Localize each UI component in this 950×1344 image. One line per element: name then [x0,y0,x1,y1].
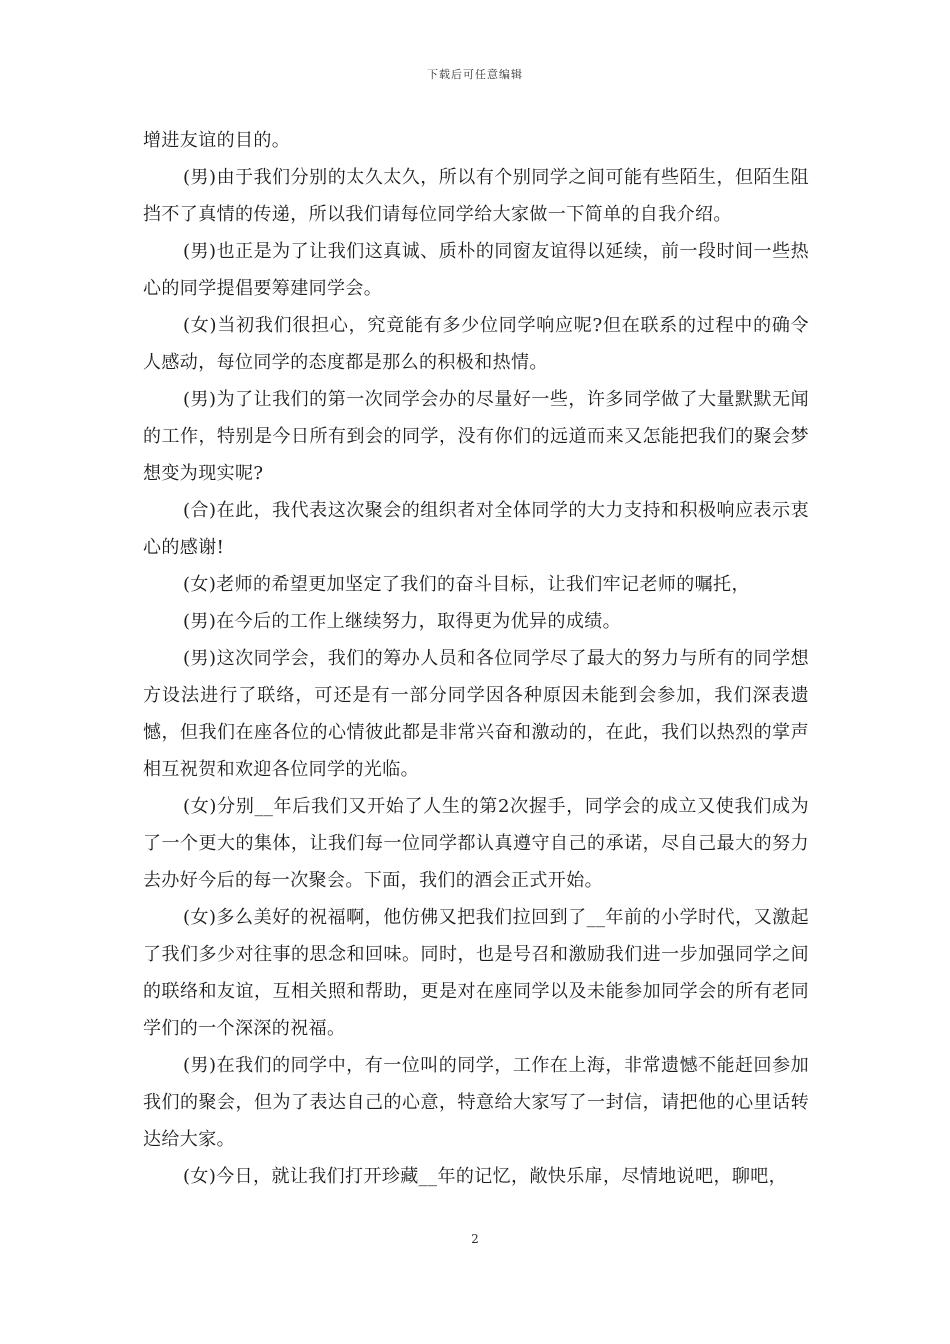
paragraph: (男)也正是为了让我们这真诚、质朴的同窗友谊得以延续，前一段时间一些热心的同学提倡要筹建同学会。 [143,241,809,299]
paragraph: (女)分别__年后我们又开始了人生的第2次握手，同学会的成立又使我们成为了一个更大的集体，让我们每一位同学都认真遵守自己的承诺，尽自己最大的努力去办好今后的每一次聚会。下面，我们的酒会正式开始。 [143,796,809,891]
page-number: 2 [471,1232,479,1246]
paragraph: (女)多么美好的祝福啊，他仿佛又把我们拉回到了__年前的小学时代，又激起了我们多少对往事的思念和回味。同时，也是号召和激励我们进一步加强同学之间的联络和友谊，互相关照和帮助，更是对在座同学以及未能参加同学会的所有老同学们的一个深深的祝福。 [143,907,809,1039]
page-header: 下载后可任意编辑 [427,68,523,81]
paragraph: (合)在此，我代表这次聚会的组织者对全体同学的大力支持和积极响应表示衷心的感谢! [143,500,809,558]
paragraph: (女)当初我们很担心，究竟能有多少位同学响应呢?但在联系的过程中的确令人感动，每位同学的态度都是那么的积极和热情。 [143,315,809,373]
paragraph: 增进友谊的目的。 [143,130,291,151]
paragraph: (男)这次同学会，我们的筹办人员和各位同学尽了最大的努力与所有的同学想方设法进行了联络，可还是有一部分同学因各种原因未能到会参加，我们深表遗憾，但我们在座各位的心情彼此都是非常兴奋和激动的，在此，我们以热烈的掌声相互祝贺和欢迎各位同学的光临。 [143,648,809,780]
paragraph: (女)今日，就让我们打开珍藏__年的记忆，敞快乐扉，尽情地说吧，聊吧， [183,1166,788,1187]
paragraph: (男)为了让我们的第一次同学会办的尽量好一些，许多同学做了大量默默无闻的工作，特别是今日所有到会的同学，没有你们的远道而来又怎能把我们的聚会梦想变为现实呢? [143,389,809,484]
document-body [143,122,809,1195]
paragraph: (男)由于我们分别的太久太久，所以有个别同学之间可能有些陌生，但陌生阻挡不了真情的传递，所以我们请每位同学给大家做一下简单的自我介绍。 [143,167,809,225]
paragraph: (女)老师的希望更加坚定了我们的奋斗目标，让我们牢记老师的嘱托， [183,574,750,595]
paragraph: (男)在今后的工作上继续努力，取得更为优异的成绩。 [183,611,622,632]
paragraph: (男)在我们的同学中，有一位叫的同学，工作在上海，非常遗憾不能赶回参加我们的聚会，但为了表达自己的心意，特意给大家写了一封信，请把他的心里话转达给大家。 [143,1055,809,1150]
